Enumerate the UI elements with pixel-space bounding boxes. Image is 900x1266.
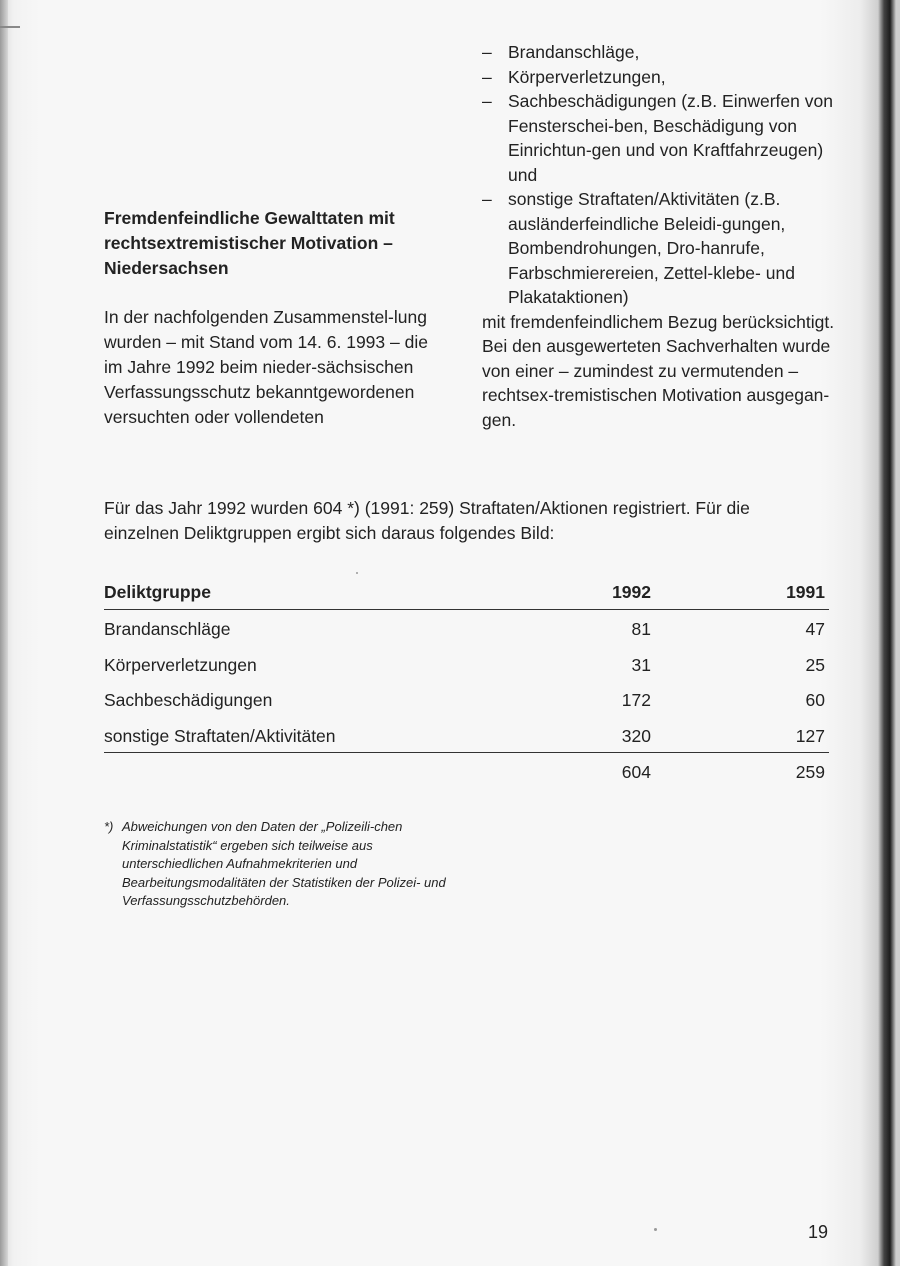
list-item-text: sonstige Straftaten/Aktivitäten (z.B. ausländerfeindliche Beleidi-gungen, Bombendrohungen, Dro-hanrufe, Farbschmierereien, Zettel-klebe- und Plakataktionen) bbox=[508, 189, 795, 307]
header-1992: 1992 bbox=[612, 582, 651, 602]
cell-group: Sachbeschädigungen bbox=[104, 690, 273, 710]
cell-1992: 81 bbox=[631, 619, 651, 639]
list-dash: – bbox=[482, 42, 492, 62]
list-item bbox=[482, 65, 842, 90]
right-column bbox=[482, 40, 842, 432]
footnote-text: Abweichungen von den Daten der „Polizeili-chen Kriminalstatistik“ ergeben sich teilweise aus unterschiedlichen Aufnahmekriterien und Bearbeitungsmodalitäten der Statistiken der Polizei- und Verfassungsschutzbehörden. bbox=[122, 819, 446, 908]
header-group: Deliktgruppe bbox=[104, 582, 211, 602]
list-item-text: Körperverletzungen, bbox=[508, 66, 666, 87]
list-item-text: Brandanschläge, bbox=[508, 42, 640, 62]
footnote-mark: *) bbox=[104, 819, 114, 834]
list-dash: – bbox=[482, 91, 492, 111]
table-row bbox=[104, 650, 829, 686]
list-dash: – bbox=[482, 66, 492, 87]
cell-1992: 172 bbox=[621, 690, 651, 710]
list-item bbox=[482, 40, 842, 65]
cell-1991: 47 bbox=[805, 619, 825, 639]
cell-group: Brandanschläge bbox=[104, 619, 231, 639]
table-row bbox=[104, 685, 829, 721]
list-item-text: Sachbeschädigungen (z.B. Einwerfen von Fensterschei-ben, Beschädigung von Einrichtun-gen und von Kraftfahrzeugen) und bbox=[508, 91, 833, 185]
cell-1991: 60 bbox=[805, 690, 825, 710]
total-1992: 604 bbox=[621, 762, 651, 782]
scan-speck bbox=[356, 572, 358, 574]
cell-1991: 25 bbox=[805, 654, 825, 675]
page-left-edge bbox=[0, 0, 8, 1266]
page-number: 19 bbox=[808, 1222, 829, 1242]
footnote bbox=[104, 818, 464, 911]
cell-group: Körperverletzungen bbox=[104, 654, 257, 675]
cell-1992: 320 bbox=[621, 725, 651, 746]
header-1991: 1991 bbox=[786, 582, 825, 602]
offense-list bbox=[482, 40, 842, 310]
cell-group: sonstige Straftaten/Aktivitäten bbox=[104, 725, 336, 746]
table-row bbox=[104, 614, 829, 650]
total-1991: 259 bbox=[795, 762, 825, 782]
list-item bbox=[482, 187, 842, 310]
offense-table bbox=[104, 578, 829, 791]
scan-speck bbox=[654, 1228, 657, 1231]
right-column-continuation: mit fremdenfeindlichem Bezug berücksichtigt. Bei den ausgewerteten Sachverhalten wurde von einer – zumindest zu vermutenden – rechtsex-tremistischen Motivation ausgegan-gen. bbox=[482, 311, 835, 430]
list-dash: – bbox=[482, 189, 492, 209]
list-item bbox=[482, 89, 842, 187]
page-top-mark bbox=[0, 26, 20, 28]
summary-paragraph: Für das Jahr 1992 wurden 604 *) (1991: 259) Straftaten/Aktionen registriert. Für die einzelnen Deliktgruppen ergibt sich daraus folgendes Bild: bbox=[104, 498, 750, 543]
table-header-row bbox=[104, 578, 829, 610]
table-total-row bbox=[104, 757, 829, 791]
cell-1992: 31 bbox=[631, 654, 651, 675]
cell-1991: 127 bbox=[795, 725, 825, 746]
intro-paragraph: In der nachfolgenden Zusammenstel-lung wurden – mit Stand vom 14. 6. 1993 – die im Jahre 1992 beim nieder-sächsischen Verfassungsschutz bekanntgewordenen versuchten oder vollendeten bbox=[104, 307, 428, 427]
section-heading: Fremdenfeindliche Gewalttaten mit rechtsextremistischer Motivation – Niedersachsen bbox=[104, 208, 395, 278]
table-row bbox=[104, 721, 829, 757]
